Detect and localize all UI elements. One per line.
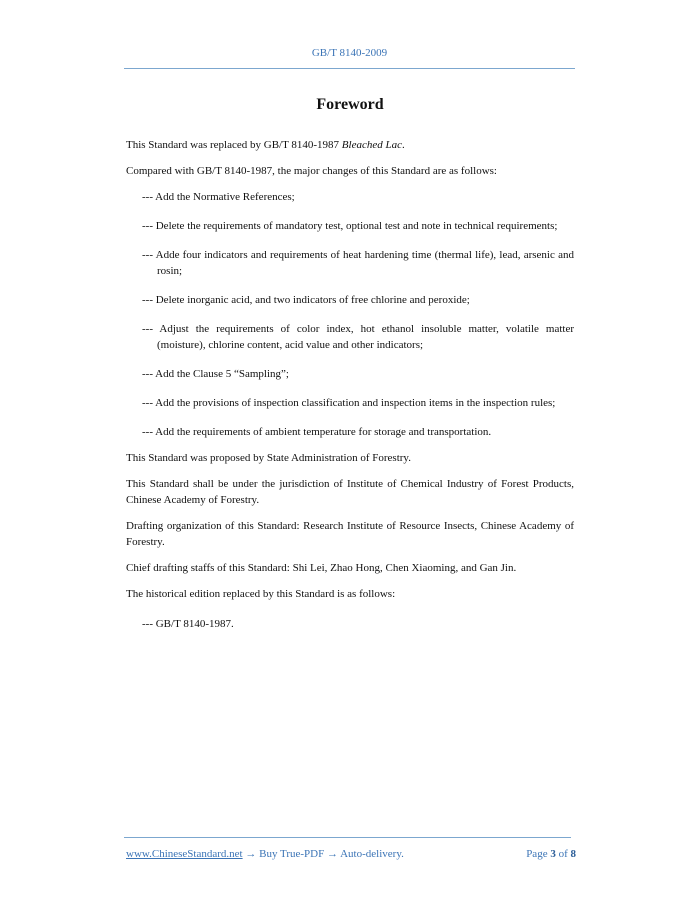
historical-item: --- GB/T 8140-1987. bbox=[142, 618, 234, 630]
drafting-org-paragraph: Drafting organization of this Standard: Research Institute of Resource Insects, Chinese Academy of Forestry. bbox=[126, 520, 574, 548]
footer-promo bbox=[126, 848, 404, 860]
website-link[interactable]: www.ChineseStandard.net bbox=[126, 848, 243, 860]
replacement-paragraph bbox=[126, 137, 574, 153]
footer-tagline: → Buy True-PDF → Auto-delivery. bbox=[242, 848, 404, 860]
change-item: --- Delete inorganic acid, and two indicators of free chlorine and peroxide; bbox=[142, 294, 470, 306]
change-item: --- Delete the requirements of mandatory test, optional test and note in technical requirements; bbox=[142, 220, 558, 232]
page-of-label: of bbox=[555, 848, 571, 860]
change-item: --- Add the provisions of inspection classification and inspection items in the inspection rules; bbox=[142, 397, 556, 409]
historical-paragraph: The historical edition replaced by this Standard is as follows: bbox=[126, 588, 396, 600]
current-page-number: 3 bbox=[550, 848, 556, 860]
change-item: --- Adde four indicators and requirements of heat hardening time (thermal life), lead, arsenic and rosin; bbox=[142, 249, 574, 277]
page-title: Foreword bbox=[316, 96, 384, 113]
replacement-period: . bbox=[401, 139, 405, 151]
running-header: GB/T 8140-2009 bbox=[311, 47, 388, 59]
header-divider bbox=[124, 68, 575, 69]
replacement-text: This Standard was replaced by GB/T 8140-1987 bbox=[126, 139, 342, 151]
change-item: --- Add the Clause 5 “Sampling”; bbox=[142, 368, 289, 380]
page-label: Page bbox=[526, 848, 551, 860]
page-indicator bbox=[526, 848, 576, 860]
replaced-title: Bleached Lac bbox=[341, 139, 402, 151]
total-pages-number: 8 bbox=[570, 848, 576, 860]
jurisdiction-paragraph: This Standard shall be under the jurisdiction of Institute of Chemical Industry of Forest Products, Chinese Academy of Forestry. bbox=[126, 478, 574, 506]
drafting-staff-paragraph: Chief drafting staffs of this Standard: Shi Lei, Zhao Hong, Chen Xiaoming, and Gan Jin. bbox=[126, 562, 517, 574]
change-item: --- Add the requirements of ambient temperature for storage and transportation. bbox=[142, 426, 492, 438]
footer-divider bbox=[124, 837, 571, 838]
change-item: --- Add the Normative References; bbox=[142, 191, 295, 203]
changes-lead-paragraph: Compared with GB/T 8140-1987, the major changes of this Standard are as follows: bbox=[126, 165, 497, 177]
foreword-body bbox=[126, 137, 574, 645]
change-item: --- Adjust the requirements of color index, hot ethanol insoluble matter, volatile matter (moisture), chlorine content, acid value and other indicators; bbox=[142, 323, 574, 351]
proposed-paragraph: This Standard was proposed by State Administration of Forestry. bbox=[126, 452, 411, 464]
